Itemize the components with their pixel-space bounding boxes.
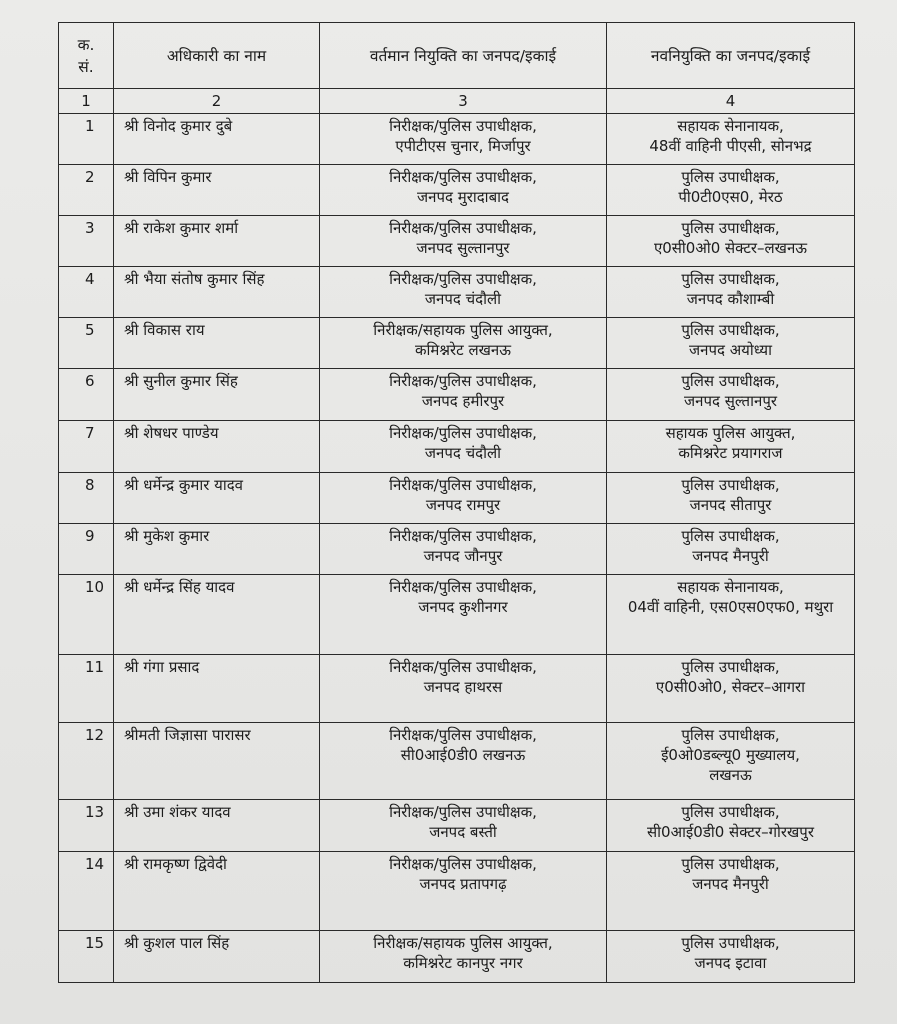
- current-posting-line: जनपद हाथरस: [423, 678, 503, 696]
- header-new-posting: नवनियुक्ति का जनपद/इकाई: [607, 23, 855, 89]
- column-number-row: [59, 89, 855, 114]
- new-posting-line: पुलिस उपाधीक्षक,: [681, 934, 780, 952]
- officer-name: श्री विकास राय: [114, 318, 320, 369]
- current-posting-line: निरीक्षक/पुलिस उपाधीक्षक,: [389, 658, 537, 676]
- new-posting: [607, 931, 855, 983]
- current-posting-line: जनपद प्रतापगढ़: [419, 875, 507, 893]
- new-posting-line: सहायक सेनानायक,: [677, 578, 784, 596]
- new-posting: [607, 369, 855, 421]
- current-posting-line: निरीक्षक/पुलिस उपाधीक्षक,: [389, 168, 537, 186]
- current-posting: [320, 318, 607, 369]
- column-number-4: 4: [607, 89, 855, 114]
- officer-name: श्री मुकेश कुमार: [114, 524, 320, 575]
- new-posting: [607, 723, 855, 800]
- new-posting-line: पी0टी0एस0, मेरठ: [678, 188, 783, 206]
- officer-name: श्री शेषधर पाण्डेय: [114, 421, 320, 473]
- header-current-posting: वर्तमान नियुक्ति का जनपद/इकाई: [320, 23, 607, 89]
- current-posting: [320, 524, 607, 575]
- officer-name: श्री उमा शंकर यादव: [114, 800, 320, 852]
- current-posting-line: जनपद बस्ती: [429, 823, 497, 841]
- current-posting-line: निरीक्षक/पुलिस उपाधीक्षक,: [389, 855, 537, 873]
- new-posting-line: पुलिस उपाधीक्षक,: [681, 168, 780, 186]
- officer-name: श्री भैया संतोष कुमार सिंह: [114, 267, 320, 318]
- current-posting-line: कमिश्नरेट लखनऊ: [415, 341, 511, 359]
- officer-name: श्री धर्मेन्द्र सिंह यादव: [114, 575, 320, 655]
- new-posting: [607, 852, 855, 931]
- new-posting-line: जनपद मैनपुरी: [692, 547, 769, 565]
- table-row: [59, 655, 855, 723]
- current-posting-line: निरीक्षक/सहायक पुलिस आयुक्त,: [373, 934, 553, 952]
- current-posting-line: निरीक्षक/पुलिस उपाधीक्षक,: [389, 219, 537, 237]
- current-posting-line: निरीक्षक/सहायक पुलिस आयुक्त,: [373, 321, 553, 339]
- serial-number: 7: [59, 421, 114, 473]
- serial-number: 9: [59, 524, 114, 575]
- serial-number: 15: [59, 931, 114, 983]
- new-posting: [607, 114, 855, 165]
- table-row: [59, 473, 855, 524]
- new-posting-line: पुलिस उपाधीक्षक,: [681, 855, 780, 873]
- current-posting-line: निरीक्षक/पुलिस उपाधीक्षक,: [389, 726, 537, 744]
- column-number-2: 2: [114, 89, 320, 114]
- officer-name: श्री विनोद कुमार दुबे: [114, 114, 320, 165]
- new-posting-line: पुलिस उपाधीक्षक,: [681, 219, 780, 237]
- current-posting: [320, 931, 607, 983]
- officer-name: श्री धर्मेन्द्र कुमार यादव: [114, 473, 320, 524]
- officer-name: श्री सुनील कुमार सिंह: [114, 369, 320, 421]
- new-posting-line: 48वीं वाहिनी पीएसी, सोनभद्र: [649, 137, 812, 155]
- new-posting: [607, 524, 855, 575]
- officer-name: श्री राकेश कुमार शर्मा: [114, 216, 320, 267]
- current-posting-line: जनपद सुल्तानपुर: [416, 239, 510, 257]
- new-posting: [607, 800, 855, 852]
- current-posting-line: निरीक्षक/पुलिस उपाधीक्षक,: [389, 372, 537, 390]
- current-posting-line: जनपद हमीरपुर: [421, 392, 505, 410]
- table-row: [59, 575, 855, 655]
- new-posting-line: कमिश्नरेट प्रयागराज: [678, 444, 783, 462]
- officer-name: श्री रामकृष्ण द्विवेदी: [114, 852, 320, 931]
- new-posting: [607, 216, 855, 267]
- serial-number: 2: [59, 165, 114, 216]
- current-posting-line: जनपद चंदौली: [424, 444, 502, 462]
- new-posting: [607, 655, 855, 723]
- current-posting: [320, 473, 607, 524]
- header-serial: क. सं.: [59, 23, 114, 89]
- table-row: [59, 800, 855, 852]
- current-posting-line: निरीक्षक/पुलिस उपाधीक्षक,: [389, 117, 537, 135]
- current-posting: [320, 852, 607, 931]
- column-number-1: 1: [59, 89, 114, 114]
- current-posting-line: जनपद जौनपुर: [423, 547, 503, 565]
- serial-number: 13: [59, 800, 114, 852]
- table-row: [59, 165, 855, 216]
- table-row: [59, 852, 855, 931]
- serial-number: 14: [59, 852, 114, 931]
- new-posting-line: पुलिस उपाधीक्षक,: [681, 527, 780, 545]
- current-posting: [320, 369, 607, 421]
- current-posting-line: जनपद कुशीनगर: [418, 598, 508, 616]
- officer-name: श्री गंगा प्रसाद: [114, 655, 320, 723]
- current-posting-line: कमिश्नरेट कानपुर नगर: [403, 954, 523, 972]
- new-posting-line: जनपद इटावा: [694, 954, 767, 972]
- current-posting-line: जनपद चंदौली: [424, 290, 502, 308]
- current-posting-line: जनपद मुरादाबाद: [417, 188, 509, 206]
- serial-number: 6: [59, 369, 114, 421]
- current-posting-line: निरीक्षक/पुलिस उपाधीक्षक,: [389, 476, 537, 494]
- new-posting-line: पुलिस उपाधीक्षक,: [681, 321, 780, 339]
- current-posting-line: निरीक्षक/पुलिस उपाधीक्षक,: [389, 578, 537, 596]
- serial-number: 4: [59, 267, 114, 318]
- table-row: [59, 267, 855, 318]
- column-number-3: 3: [320, 89, 607, 114]
- new-posting: [607, 165, 855, 216]
- new-posting-line: पुलिस उपाधीक्षक,: [681, 372, 780, 390]
- serial-number: 3: [59, 216, 114, 267]
- current-posting-line: निरीक्षक/पुलिस उपाधीक्षक,: [389, 270, 537, 288]
- officer-name: श्रीमती जिज्ञासा पारासर: [114, 723, 320, 800]
- table-row: [59, 318, 855, 369]
- current-posting: [320, 216, 607, 267]
- serial-number: 11: [59, 655, 114, 723]
- current-posting: [320, 114, 607, 165]
- serial-number: 10: [59, 575, 114, 655]
- current-posting: [320, 421, 607, 473]
- new-posting: [607, 318, 855, 369]
- current-posting-line: एपीटीएस चुनार, मिर्जापुर: [395, 137, 531, 155]
- new-posting-line: लखनऊ: [709, 766, 752, 784]
- transfer-table: [58, 22, 855, 983]
- serial-number: 12: [59, 723, 114, 800]
- current-posting: [320, 575, 607, 655]
- new-posting-line: ई0ओ0डब्ल्यू0 मुख्यालय,: [661, 746, 800, 764]
- new-posting-line: ए0सी0ओ0 सेक्टर–लखनऊ: [653, 239, 808, 257]
- current-posting-line: सी0आई0डी0 लखनऊ: [400, 746, 526, 764]
- new-posting-line: जनपद सीतापुर: [689, 496, 772, 514]
- new-posting-line: पुलिस उपाधीक्षक,: [681, 270, 780, 288]
- table-row: [59, 723, 855, 800]
- new-posting-line: ए0सी0ओ0, सेक्टर–आगरा: [655, 678, 806, 696]
- table-row: [59, 931, 855, 983]
- new-posting-line: जनपद कौशाम्बी: [686, 290, 775, 308]
- officer-name: श्री कुशल पाल सिंह: [114, 931, 320, 983]
- new-posting-line: जनपद सुल्तानपुर: [684, 392, 777, 410]
- new-posting-line: पुलिस उपाधीक्षक,: [681, 803, 780, 821]
- new-posting-line: सहायक पुलिस आयुक्त,: [665, 424, 796, 442]
- new-posting-line: पुलिस उपाधीक्षक,: [681, 658, 780, 676]
- table-row: [59, 216, 855, 267]
- header-officer-name: अधिकारी का नाम: [114, 23, 320, 89]
- current-posting: [320, 267, 607, 318]
- current-posting: [320, 800, 607, 852]
- new-posting: [607, 575, 855, 655]
- table-row: [59, 369, 855, 421]
- new-posting-line: सहायक सेनानायक,: [677, 117, 784, 135]
- new-posting: [607, 421, 855, 473]
- new-posting-line: जनपद अयोध्या: [689, 341, 772, 359]
- current-posting: [320, 655, 607, 723]
- serial-number: 5: [59, 318, 114, 369]
- current-posting: [320, 723, 607, 800]
- serial-number: 1: [59, 114, 114, 165]
- table-row: [59, 421, 855, 473]
- current-posting: [320, 165, 607, 216]
- new-posting-line: 04वीं वाहिनी, एस0एस0एफ0, मथुरा: [627, 598, 834, 616]
- officer-name: श्री विपिन कुमार: [114, 165, 320, 216]
- new-posting-line: जनपद मैनपुरी: [692, 875, 769, 893]
- current-posting-line: जनपद रामपुर: [425, 496, 501, 514]
- current-posting-line: निरीक्षक/पुलिस उपाधीक्षक,: [389, 527, 537, 545]
- table-row: [59, 524, 855, 575]
- new-posting-line: सी0आई0डी0 सेक्टर–गोरखपुर: [647, 823, 814, 841]
- table-row: [59, 114, 855, 165]
- current-posting-line: निरीक्षक/पुलिस उपाधीक्षक,: [389, 803, 537, 821]
- header-row: [59, 23, 855, 89]
- current-posting-line: निरीक्षक/पुलिस उपाधीक्षक,: [389, 424, 537, 442]
- new-posting: [607, 267, 855, 318]
- new-posting: [607, 473, 855, 524]
- serial-number: 8: [59, 473, 114, 524]
- new-posting-line: पुलिस उपाधीक्षक,: [681, 476, 780, 494]
- new-posting-line: पुलिस उपाधीक्षक,: [681, 726, 780, 744]
